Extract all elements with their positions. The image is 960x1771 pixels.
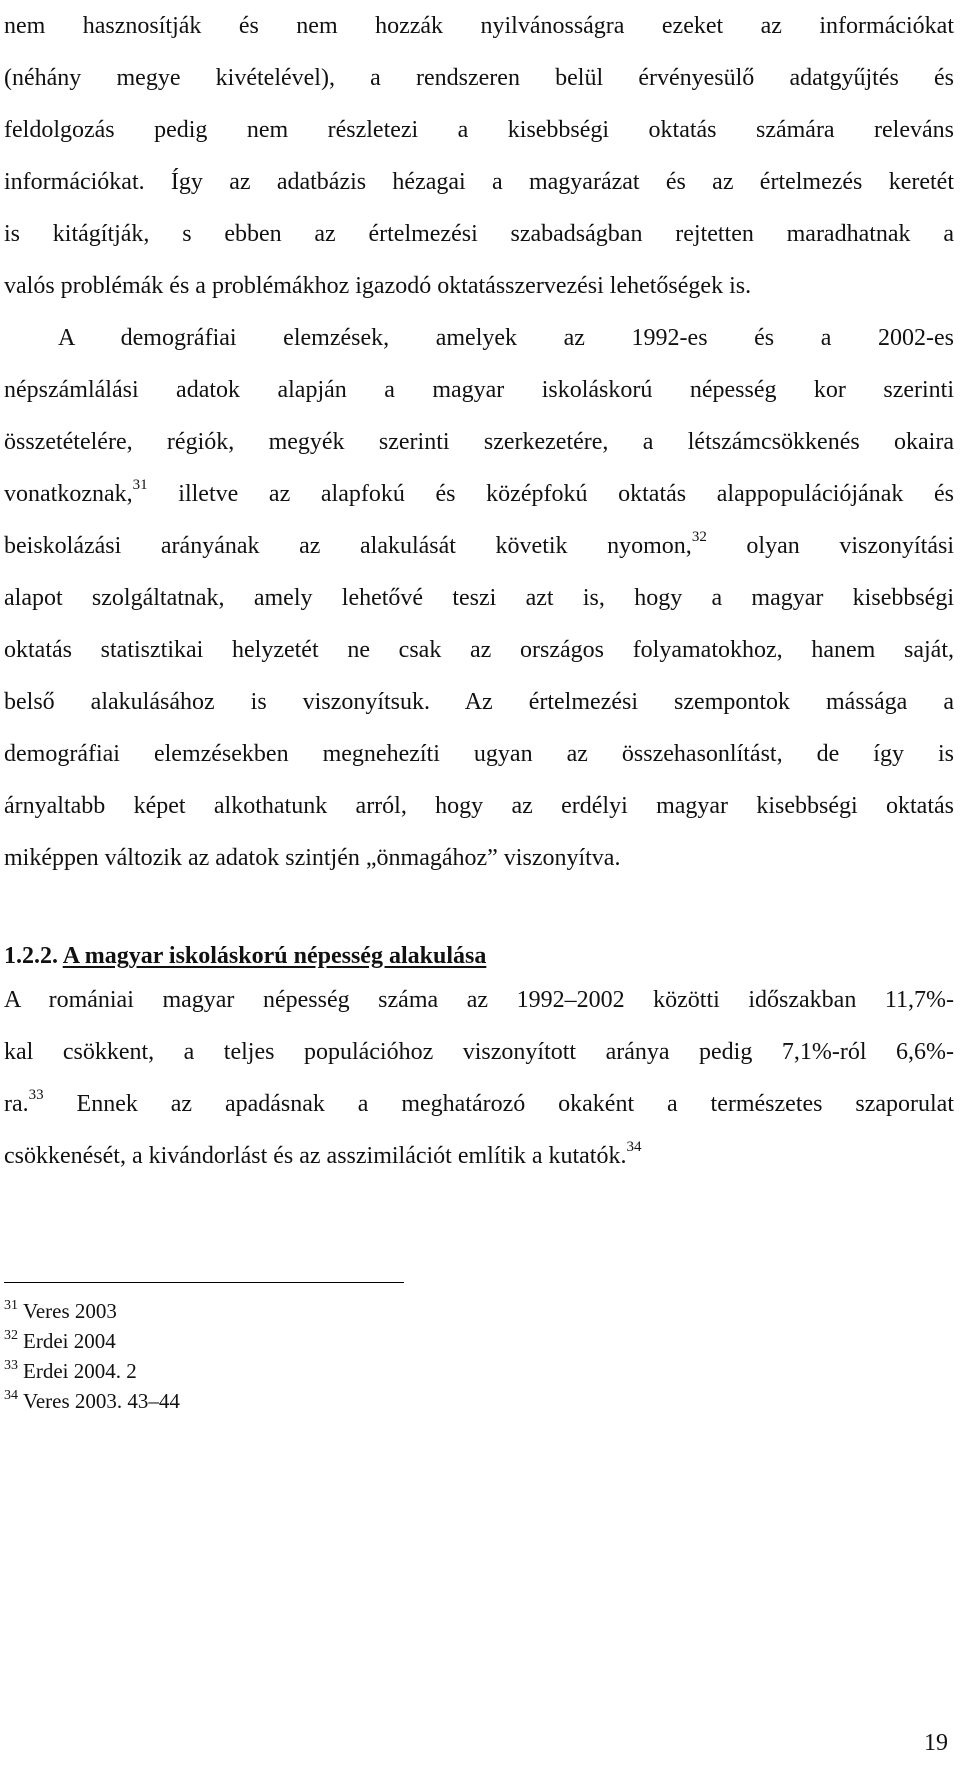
footnote-separator [4, 1282, 404, 1283]
body-line: valós problémák és a problémákhoz igazodó oktatásszervezési lehetőségek is. [4, 273, 752, 299]
body-line: nem hasznosítják és nem hozzák nyilvánosságra ezeket az információkat [4, 13, 954, 39]
footnote-text: Erdei 2004. 2 [23, 1359, 137, 1383]
body-line-with-footnote-ref [4, 520, 954, 572]
body-line: miképpen változik az adatok szintjén „önmagához” viszonyítva. [4, 845, 621, 871]
body-line: is kitágítják, s ebben az értelmezési szabadságban rejtetten maradhatnak a [4, 221, 954, 247]
footnote [4, 1356, 137, 1386]
body-line: feldolgozás pedig nem részletezi a kisebbségi oktatás számára releváns [4, 117, 954, 143]
section-heading [4, 938, 486, 974]
footnote [4, 1296, 117, 1326]
text-segment: beiskolázási arányának az alakulását követik nyomon, [4, 533, 692, 559]
text-segment: illetve az alapfokú és középfokú oktatás alappopulációjának és [147, 481, 954, 507]
footnote-text: Erdei 2004 [23, 1329, 116, 1353]
body-line: oktatás statisztikai helyzetét ne csak az országos folyamatokhoz, hanem saját, [4, 637, 954, 663]
body-line: belső alakulásához is viszonyítsuk. Az értelmezési szempontok mássága a [4, 689, 954, 715]
text-segment: olyan viszonyítási [706, 533, 954, 559]
footnote [4, 1386, 180, 1416]
body-line: (néhány megye kivételével), a rendszeren belül érvényesülő adatgyűjtés és [4, 65, 954, 91]
footnote-reference[interactable]: 32 [691, 529, 707, 545]
body-line-with-footnote-ref [4, 468, 954, 520]
section-line: kal csökkent, a teljes populációhoz viszonyított aránya pedig 7,1%-ról 6,6%- [4, 1039, 954, 1065]
body-line: összetételére, régiók, megyék szerinti szerkezetére, a létszámcsökkenés okaira [4, 429, 954, 455]
body-line: népszámlálási adatok alapján a magyar iskoláskorú népesség kor szerinti [4, 377, 954, 403]
text-segment: csökkenését, a kivándorlást és az asszimilációt említik a kutatók. [4, 1143, 627, 1169]
footnote-number: 31 [4, 1298, 18, 1313]
section-line-with-footnote-ref [4, 1078, 954, 1130]
section-line-with-footnote-ref [4, 1130, 954, 1182]
paragraph-start-line: A demográfiai elemzések, amelyek az 1992-es és a 2002-es [58, 325, 954, 351]
footnote-reference[interactable]: 34 [626, 1139, 642, 1155]
footnote-number: 34 [4, 1388, 18, 1403]
footnote-number: 33 [4, 1358, 18, 1373]
body-line: információkat. Így az adatbázis hézagai a magyarázat és az értelmezés keretét [4, 169, 954, 195]
footnote-reference[interactable]: 31 [132, 477, 148, 493]
section-title: A magyar iskoláskorú népesség alakulása [62, 943, 487, 969]
body-line: árnyaltabb képet alkothatunk arról, hogy az erdélyi magyar kisebbségi oktatás [4, 793, 954, 819]
footnote-text: Veres 2003. 43‒44 [23, 1389, 180, 1413]
footnote [4, 1326, 116, 1356]
text-segment: vonatkoznak, [4, 481, 133, 507]
page-number: 19 [924, 1730, 948, 1756]
section-number: 1.2.2. [4, 943, 58, 969]
body-line: alapot szolgáltatnak, amely lehetővé teszi azt is, hogy a magyar kisebbségi [4, 585, 954, 611]
text-segment: Ennek az apadásnak a meghatározó okaként a természetes szaporulat [43, 1091, 954, 1117]
footnote-text: Veres 2003 [23, 1299, 117, 1323]
footnote-reference[interactable]: 33 [28, 1087, 44, 1103]
section-line: A romániai magyar népesség száma az 1992‒2002 közötti időszakban 11,7%- [4, 987, 954, 1013]
text-segment: ra. [4, 1091, 29, 1117]
document-page [4, 0, 954, 1771]
body-line: demográfiai elemzésekben megnehezíti ugyan az összehasonlítást, de így is [4, 741, 954, 767]
footnote-number: 32 [4, 1328, 18, 1343]
